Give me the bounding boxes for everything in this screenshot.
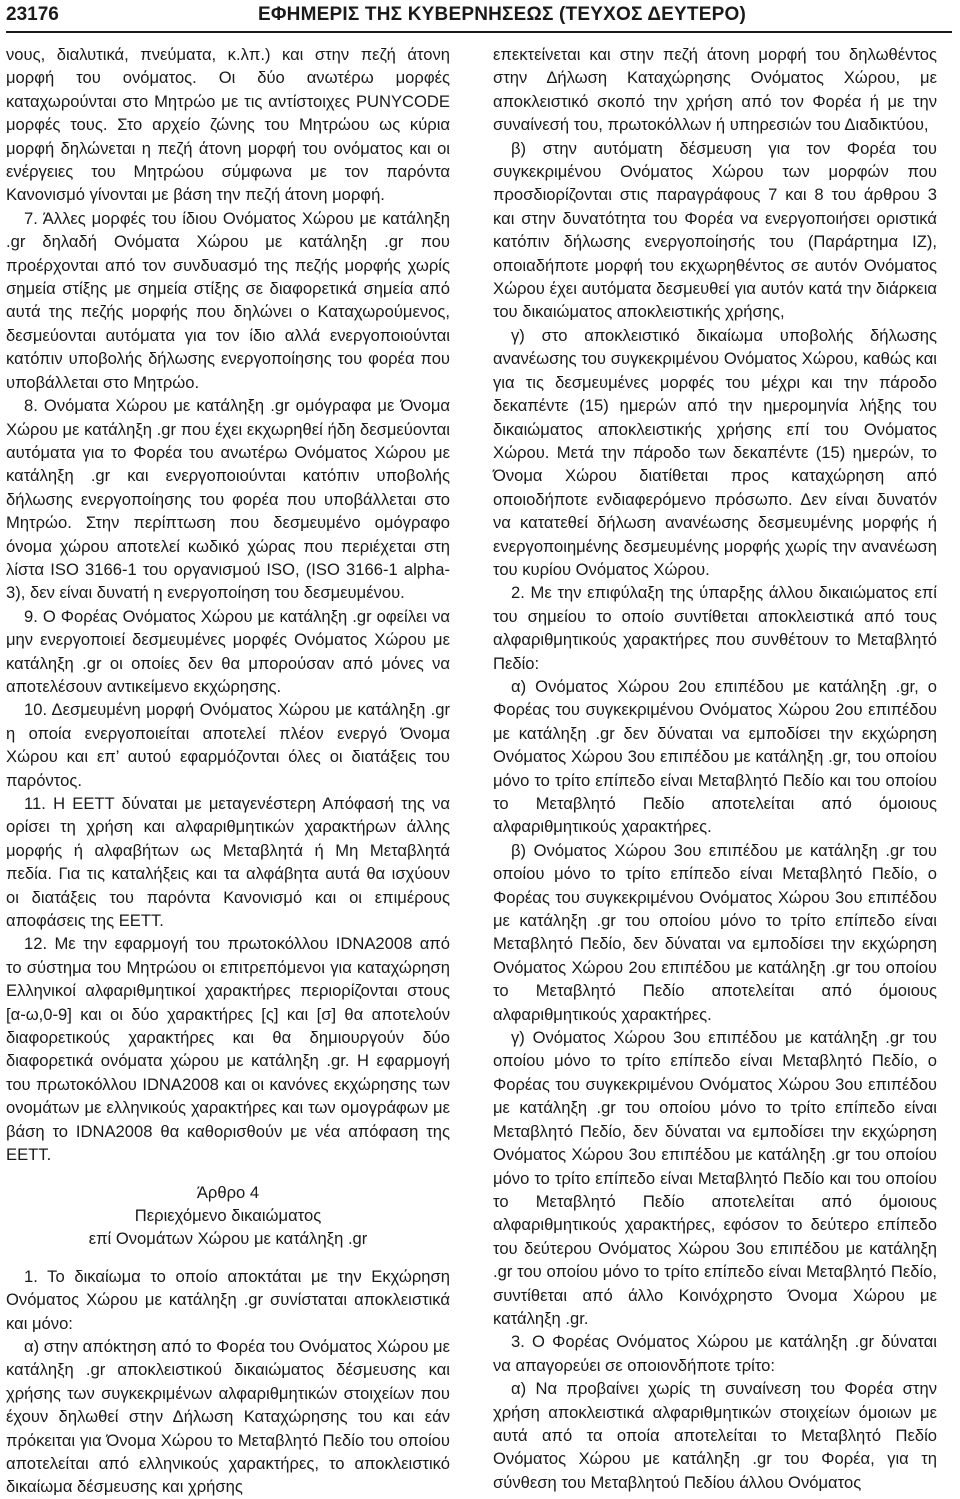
paragraph-9: 9. Ο Φορέας Ονόματος Χώρου με κατάληξη .gr οφείλει να μην ενεργοποιεί δεσμευμένες μορφές Ονόματος Χώρου με κατάληξη .gr οι οποίες δεν θα μπορούσαν από μόνες να αποτελέσουν αντικείμενο εκχώρησης. (6, 606, 450, 696)
page-header (0, 0, 960, 34)
paragraph-10: 10. Δεσμευμένη μορφή Ονόματος Χώρου με κατάληξη .gr η οποία ενεργοποιείται αποτελεί πλέον ενεργό Όνομα Χώρου και επ’ αυτού εφαρμόζονται όλες οι διατάξεις του παρόντος. (6, 700, 450, 790)
paragraph-7: 7. Άλλες μορφές του ίδιου Ονόματος Χώρου με κατάληξη .gr δηλαδή Ονόματα Χώρου με κατάληξη .gr που προέρχονται από τον συνδυασμό της πεζής μορφής χωρίς σημεία στίξης με σημεία στίξης σε διαφορετικά σημεία από αυτά της πεζής μορφής που δηλώνει ο Καταχωρούμενος, δεσμεύονται αυτόματα για τον ίδιο αλλά ενεργοποιούνται κατόπιν υποβολής δήλωσης ενεργοποίησης του φορέα που υποβάλλεται στο Μητρώο. (6, 208, 450, 392)
gazette-title: ΕΦΗΜΕΡΙΣ ΤΗΣ ΚΥΒΕΡΝΗΣΕΩΣ (ΤΕΥΧΟΣ ΔΕΥΤΕΡΟ) (258, 4, 746, 25)
page-number: 23176 (6, 4, 59, 25)
paragraph-2a: α) Ονόματος Χώρου 2ου επιπέδου με κατάληξη .gr, ο Φορέας του συγκεκριμένου Ονόματος Χώρου 2ου επιπέδου με κατάληξη .gr δεν δύναται να εμποδίσει την εκχώρηση Ονόματος Χώρου 3ου επιπέδου με κατάληξη .gr, του οποίου μόνο το τρίτο επίπεδο είναι Μεταβλητό Πεδίο και του οποίου το Μεταβλητό Πεδίο αποτελείται από όμοιους αλφαριθμητικούς χαρακτήρες. (493, 676, 937, 837)
paragraph-2: 2. Με την επιφύλαξη της ύπαρξης άλλου δικαιώματος επί του σημείου το οποίο συντίθεται αποκλειστικά από τους αλφαριθμητικούς χαρακτήρες που συνθέτουν το Μεταβλητό Πεδίο: (493, 583, 937, 673)
article-title-line-1: Περιεχόμενο δικαιώματος (134, 1205, 322, 1225)
paragraph-2c: γ) Ονόματος Χώρου 3ου επιπέδου με κατάληξη .gr του οποίου μόνο το τρίτο επίπεδο είναι Μεταβλητό Πεδίο, ο Φορέας του συγκεκριμένου Ονόματος Χώρου 3ου επιπέδου με κατάληξη .gr του οποίου μόνο το τρίτο επίπεδο είναι Μεταβλητό Πεδίο, δεν δύναται να εμποδίσει την εκχώρηση Ονόματος Χώρου 3ου επιπέδου με κατάληξη .gr του οποίου μόνο το τρίτο επίπεδο είναι Μεταβλητό Πεδίο και του οποίου το Μεταβλητό Πεδίο αποτελείται από όμοιους αλφαριθμητικούς χαρακτήρες, εφόσον το δεύτερο επίπεδο του δεύτερου Ονόματος Χώρου 3ου επιπέδου με κατάληξη .gr του οποίου μόνο το τρίτο επίπεδο είναι Μεταβλητό Πεδίο, συντίθεται από άλλο Κοινόχρηστο Όνομα Χώρου με κατάληξη .gr. (493, 1028, 937, 1328)
paragraph-1c: γ) στο αποκλειστικό δικαίωμα υποβολής δήλωσης ανανέωσης του συγκεκριμένου Ονόματος Χώρου, καθώς και για τις δεσμευμένες μορφές του μέχρι και την πάροδο δεκαπέντε (15) ημερών από την ημερομηνία λήξης του δικαιώματος αποκλειστικής χρήσης επί του Ονόματος Χώρου. Μετά την πάροδο των δεκαπέντε (15) ημερών, το Όνομα Χώρου διατίθεται προς καταχώρηση από οποιοδήποτε ενδιαφερόμενο πρόσωπο. Δεν είναι δυνατόν να κατατεθεί δήλωση ανανέωσης δεσμευμένης μορφής ή ενεργοποιημένης δεσμευμένης μορφής χωρίς την ανανέωση του κυρίου Ονόματος Χώρου. (493, 325, 937, 579)
article-4-paragraph-1a: α) στην απόκτηση από το Φορέα του Ονόματος Χώρου με κατάληξη .gr αποκλειστικού δικαιώματος δέσμευσης και χρήσης των συγκεκριμένων αλφαριθμητικών στοιχείων που έχουν δηλωθεί στην Δήλωση Καταχώρησης του και εάν πρόκειται για Όνομα Χώρου το Μεταβλητό Πεδίο του οποίου αποτελείται από ελληνικούς χαρακτήρες, το αποκλειστικό δικαίωμα δέσμευσης και χρήσης (6, 1336, 450, 1497)
paragraph-continuation: νους, διαλυτικά, πνεύματα, κ.λπ.) και στην πεζή άτονη μορφή του ονόματος. Οι δύο ανωτέρω μορφές καταχωρούνται στο Μητρώο με τις αντίστοιχες PUNYCODE μορφές τους. Στο αρχείο ζώνης του Μητρώου ως κύρια μορφή δηλώνεται η πεζή άτονη μορφή του ονόματος και οι ενέργειες του Μητρώου σύμφωνα με τον παρόντα Κανονισμό γίνονται με βάση την πεζή άτονη μορφή. (6, 45, 450, 205)
paragraph-2b: β) Ονόματος Χώρου 3ου επιπέδου με κατάληξη .gr του οποίου μόνο το τρίτο επίπεδο είναι Μεταβλητό Πεδίο, ο Φορέας του συγκεκριμένου Ονόματος Χώρου 3ου επιπέδου με κατάληξη .gr του οποίου μόνο το τρίτο επίπεδο είναι Μεταβλητό Πεδίο, δεν δύναται να εμποδίσει την εκχώρηση Ονόματος Χώρου 2ου επιπέδου με κατάληξη .gr του οποίου το Μεταβλητό Πεδίο αποτελείται από όμοιους αλφαριθμητικούς χαρακτήρες. (493, 840, 937, 1024)
article-title-line-2: επί Ονομάτων Χώρου με κατάληξη .gr (88, 1229, 368, 1249)
article-4-paragraph-1: 1. Το δικαίωμα το οποίο αποκτάται με την Εκχώρηση Ονόματος Χώρου με κατάληξη .gr συνίσταται αποκλειστικά και μόνο: (6, 1266, 450, 1333)
paragraph-12: 12. Με την εφαρμογή του πρωτοκόλλου IDNA2008 από το σύστημα του Μητρώου οι επιτρεπόμενοι για καταχώρηση Ελληνικοί αλφαριθμητικοί χαρακτήρες περιορίζονται στους [α-ω,0-9] και οι δύο χαρακτήρες [ς] και [σ] θα αποτελούν διαφορετικούς χαρακτήρες και θα δημιουργούν δύο διαφορετικά ονόματα χώρου με κατάληξη .gr. Η εφαρμογή του πρωτοκόλλου IDNA2008 και οι κανόνες εκχώρησης των ονομάτων με ελληνικούς χαρακτήρες και των ομογράφων με βάση το IDNA2008 θα καθορισθούν με νέα απόφαση της ΕΕΤΤ. (6, 934, 450, 1165)
paragraph-3: 3. Ο Φορέας Ονόματος Χώρου με κατάληξη .gr δύναται να απαγορεύει σε οποιονδήποτε τρίτο: (493, 1332, 937, 1375)
header-rule (6, 31, 952, 33)
left-column (6, 43, 450, 1499)
right-column (493, 43, 937, 1494)
paragraph-8: 8. Ονόματα Χώρου με κατάληξη .gr ομόγραφα με Όνομα Χώρου με κατάληξη .gr που έχει εκχωρηθεί ήδη δεσμεύονται αυτόματα για το Φορέα του ανωτέρω Ονόματος Χώρου με κατάληξη .gr και ενεργοποιούνται κατόπιν υποβολής δήλωσης ενεργοποίησης του φορέα που υποβάλλεται στο Μητρώο. Στην περίπτωση που δεσμευμένο ομόγραφο όνομα χώρου αποτελεί κωδικό χώρας που περιέχεται στη λίστα ISO 3166-1 του οργανισμού ISO, (ISO 3166-1 alpha-3), δεν είναι δυνατή η ενεργοποίηση του δεσμευμένου. (6, 396, 450, 603)
article-number: Άρθρο 4 (196, 1182, 260, 1202)
paragraph-1b: β) στην αυτόματη δέσμευση για τον Φορέα του συγκεκριμένου Ονόματος Χώρου των μορφών που προσδιορίζονται στις παραγράφους 7 και 8 του άρθρου 3 και στην δυνατότητα του Φορέα να ενεργοποιήσει οριστικά κατόπιν δήλωσης ενεργοποίησής του (Παράρτημα ΙΖ), οποιαδήποτε μορφή του εκχωρηθέντος σε αυτόν Ονόματος Χώρου έχει αυτόματα δεσμευθεί για αυτόν κατά την διάρκεια του δικαιώματος αποκλειστικής χρήσης, (493, 138, 937, 322)
paragraph-11: 11. Η ΕΕΤΤ δύναται με μεταγενέστερη Απόφασή της να ορίσει τη χρήση και αλφαριθμητικών χαρακτήρων άλλης μορφής ή αλφαβήτων ως Μεταβλητά ή Μη Μεταβλητά πεδία. Για τις καταλήξεις και τα αλφάβητα αυτά θα ισχύουν οι διατάξεις του παρόντα Κανονισμό και οι επιμέρους αποφάσεις της ΕΕΤΤ. (6, 794, 450, 931)
paragraph-1a-continuation: επεκτείνεται και στην πεζή άτονη μορφή του δηλωθέντος στην Δήλωση Καταχώρησης Ονόματος Χώρου, με αποκλειστικό σκοπό την χρήση από τον Φορέα ή με την συναίνεσή του, πρωτοκόλλων ή υπηρεσιών του Διαδικτύου, (493, 45, 937, 135)
paragraph-3a: α) Να προβαίνει χωρίς τη συναίνεση του Φορέα στην χρήση αποκλειστικά αλφαριθμητικών στοιχείων όμοιων με αυτά από τα οποία αποτελείται το Μεταβλητό Πεδίο Ονόματος Χώρου με κατάληξη .gr του Φορέα, για τη σύνθεση του Μεταβλητού Πεδίου άλλου Ονόματος (493, 1379, 937, 1492)
